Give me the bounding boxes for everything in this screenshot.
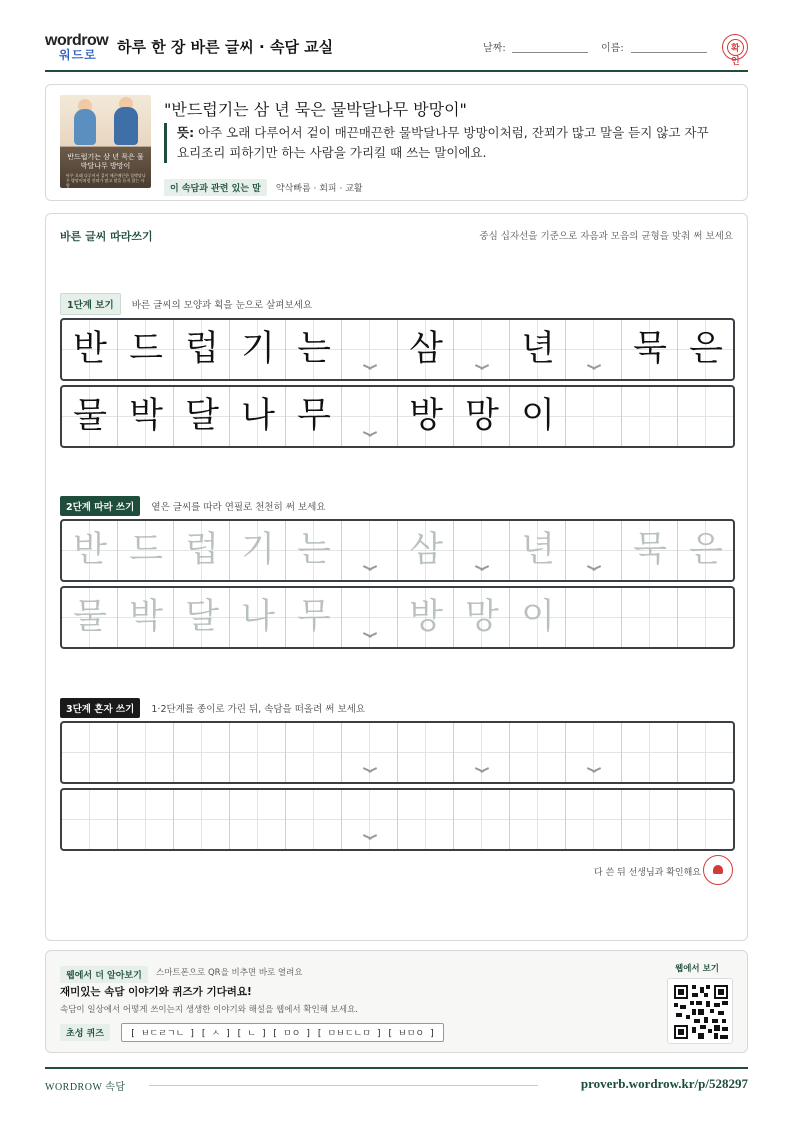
word-space-marker-icon (475, 766, 489, 774)
name-label: 이름: (601, 43, 624, 54)
quiz-label: 초성 퀴즈 (60, 1024, 110, 1041)
word-space-marker-icon (363, 363, 377, 371)
word-space-marker-icon (363, 833, 377, 841)
guide-character: 럽 (185, 329, 219, 369)
step3-header (60, 697, 365, 718)
trace-character[interactable]: 나 (241, 597, 275, 637)
step2-badge: 2단계 따라 쓰기 (60, 496, 140, 516)
teacher-confirm-text: 다 쓴 뒤 선생님과 확인해요 (593, 868, 701, 878)
web-tag-label: 웹에서 더 알아보기 (60, 966, 148, 983)
trace-character[interactable]: 기 (241, 530, 275, 570)
guide-character: 기 (241, 329, 275, 369)
guide-character: 묵 (633, 329, 667, 369)
logo-subtext: 워드로 (59, 48, 97, 62)
web-promo-box (45, 950, 748, 1053)
date-field[interactable] (512, 52, 588, 53)
illustration-caption: 반드럽기는 삼 년 묵은 물박달나무 방망이 (67, 153, 144, 170)
trace-character[interactable]: 달 (185, 597, 219, 637)
guide-character: 망 (465, 396, 499, 436)
web-description: 속담이 일상에서 어떻게 쓰이는지 생생한 이야기와 해설을 웹에서 확인해 보세요. (60, 1005, 358, 1015)
step1-header (60, 293, 312, 315)
step2-desc: 옅은 글씨를 따라 연필로 천천히 써 보세요 (151, 502, 326, 513)
quiz-answer-box: [ ㅂㄷㄹㄱㄴ ] [ ㅅ ] [ ㄴ ] [ ㅁㅇ ] [ ㅁㅂㄷㄴㅁ ] [ ㅂㅁㅇ ] (121, 1023, 444, 1042)
web-tag (60, 963, 148, 983)
chosung-quiz (60, 1021, 444, 1042)
page-header (45, 26, 748, 72)
practice-title: 바른 글씨 따라쓰기 (60, 230, 153, 243)
proverb-illustration (60, 95, 151, 188)
step3-desc: 1·2단계를 종이로 가린 뒤, 속담을 떠올려 써 보세요 (151, 704, 366, 715)
word-space-marker-icon (475, 564, 489, 572)
illustration-caption-small: 아주 오래 다루어서 겉이 매끈매끈한 물박달나무 방망이처럼 잔꾀가 많고 말을 듣지 않는 사람 (66, 173, 146, 188)
meaning-text: 아주 오래 다루어서 겉이 매끈매끈한 물박달나무 방망이처럼, 잔꾀가 많고 말을 듣지 않고 자꾸 요리조리 피하기만 하는 사람을 가리킬 때 쓰는 말이에요. (177, 125, 709, 160)
qr-code-graphic (674, 985, 728, 1039)
guide-character: 박 (129, 396, 163, 436)
trace-character[interactable]: 박 (129, 597, 163, 637)
stamp-text: 확인 (731, 44, 740, 67)
trace-character[interactable]: 은 (689, 530, 723, 570)
guide-character: 무 (297, 396, 331, 436)
trace-character[interactable]: 삼 (409, 530, 443, 570)
step3-badge: 3단계 혼자 쓰기 (60, 698, 140, 718)
footer-brand: WORDROW 속담 (45, 1082, 126, 1093)
trace-character[interactable]: 물 (73, 597, 107, 637)
guide-character: 이 (521, 396, 555, 436)
step1-badge: 1단계 보기 (60, 293, 121, 315)
page-footer (45, 1067, 748, 1097)
word-space-marker-icon (363, 564, 377, 572)
related-words (164, 176, 363, 196)
word-space-marker-icon (363, 766, 377, 774)
name-field[interactable] (631, 52, 707, 53)
word-space-marker-icon (587, 363, 601, 371)
trace-character[interactable]: 이 (521, 597, 555, 637)
step2-row2[interactable] (60, 586, 735, 649)
guide-character: 방 (409, 396, 443, 436)
trace-character[interactable]: 반 (73, 530, 107, 570)
guide-character: 반 (73, 329, 107, 369)
page-title: 하루 한 장 바른 글씨 · 속담 교실 (117, 38, 334, 56)
step2-row1[interactable] (60, 519, 735, 582)
footer-url-link[interactable]: proverb.wordrow.kr/p/528297 (580, 1076, 748, 1091)
web-headline: 재미있는 속담 이야기와 퀴즈가 기다려요! (60, 986, 252, 998)
related-words-list: 약삭빠름 · 회피 · 교활 (275, 184, 363, 194)
qr-code-icon[interactable] (667, 978, 733, 1044)
word-space-marker-icon (587, 766, 601, 774)
check-stamp-icon (722, 34, 748, 67)
guide-character: 드 (129, 329, 163, 369)
step1-row2 (60, 385, 735, 448)
trace-character[interactable]: 방 (409, 597, 443, 637)
practice-section (45, 213, 748, 941)
step3-row2[interactable] (60, 788, 735, 851)
qr-label: 웹에서 보기 (674, 964, 719, 974)
step3-row1[interactable] (60, 721, 735, 784)
footer-divider (149, 1085, 538, 1086)
word-space-marker-icon (363, 430, 377, 438)
word-space-marker-icon (587, 564, 601, 572)
trace-character[interactable]: 년 (521, 530, 555, 570)
step1-row1 (60, 318, 735, 381)
trace-character[interactable]: 는 (297, 530, 331, 570)
guide-character: 은 (689, 329, 723, 369)
guide-character: 달 (185, 396, 219, 436)
web-subtext: 스마트폰으로 QR을 비추면 바로 열려요 (156, 968, 303, 978)
date-label: 날짜: (483, 43, 506, 54)
word-space-marker-icon (475, 363, 489, 371)
guide-character: 삼 (409, 329, 443, 369)
heart-stamp-icon (703, 855, 733, 885)
trace-character[interactable]: 망 (465, 597, 499, 637)
trace-character[interactable]: 드 (129, 530, 163, 570)
trace-character[interactable]: 묵 (633, 530, 667, 570)
proverb-card (45, 84, 748, 201)
meaning-label: 뜻: (177, 125, 195, 140)
guide-character: 나 (241, 396, 275, 436)
step2-header (60, 495, 326, 516)
guide-character: 년 (521, 329, 555, 369)
trace-character[interactable]: 럽 (185, 530, 219, 570)
logo-text: wordrow (45, 32, 109, 49)
word-space-marker-icon (363, 631, 377, 639)
wordrow-logo[interactable] (45, 32, 109, 64)
guide-character: 는 (297, 329, 331, 369)
practice-note: 중심 십자선을 기준으로 자음과 모음의 균형을 맞춰 써 보세요 (479, 231, 733, 242)
proverb-meaning (164, 123, 724, 163)
proverb-title: "반드럽기는 삼 년 묵은 물박달나무 방망이" (164, 100, 467, 119)
step1-desc: 바른 글씨의 모양과 획을 눈으로 살펴보세요 (131, 300, 313, 311)
guide-character: 물 (73, 396, 107, 436)
trace-character[interactable]: 무 (297, 597, 331, 637)
related-tag: 이 속담과 관련 있는 말 (164, 179, 267, 196)
